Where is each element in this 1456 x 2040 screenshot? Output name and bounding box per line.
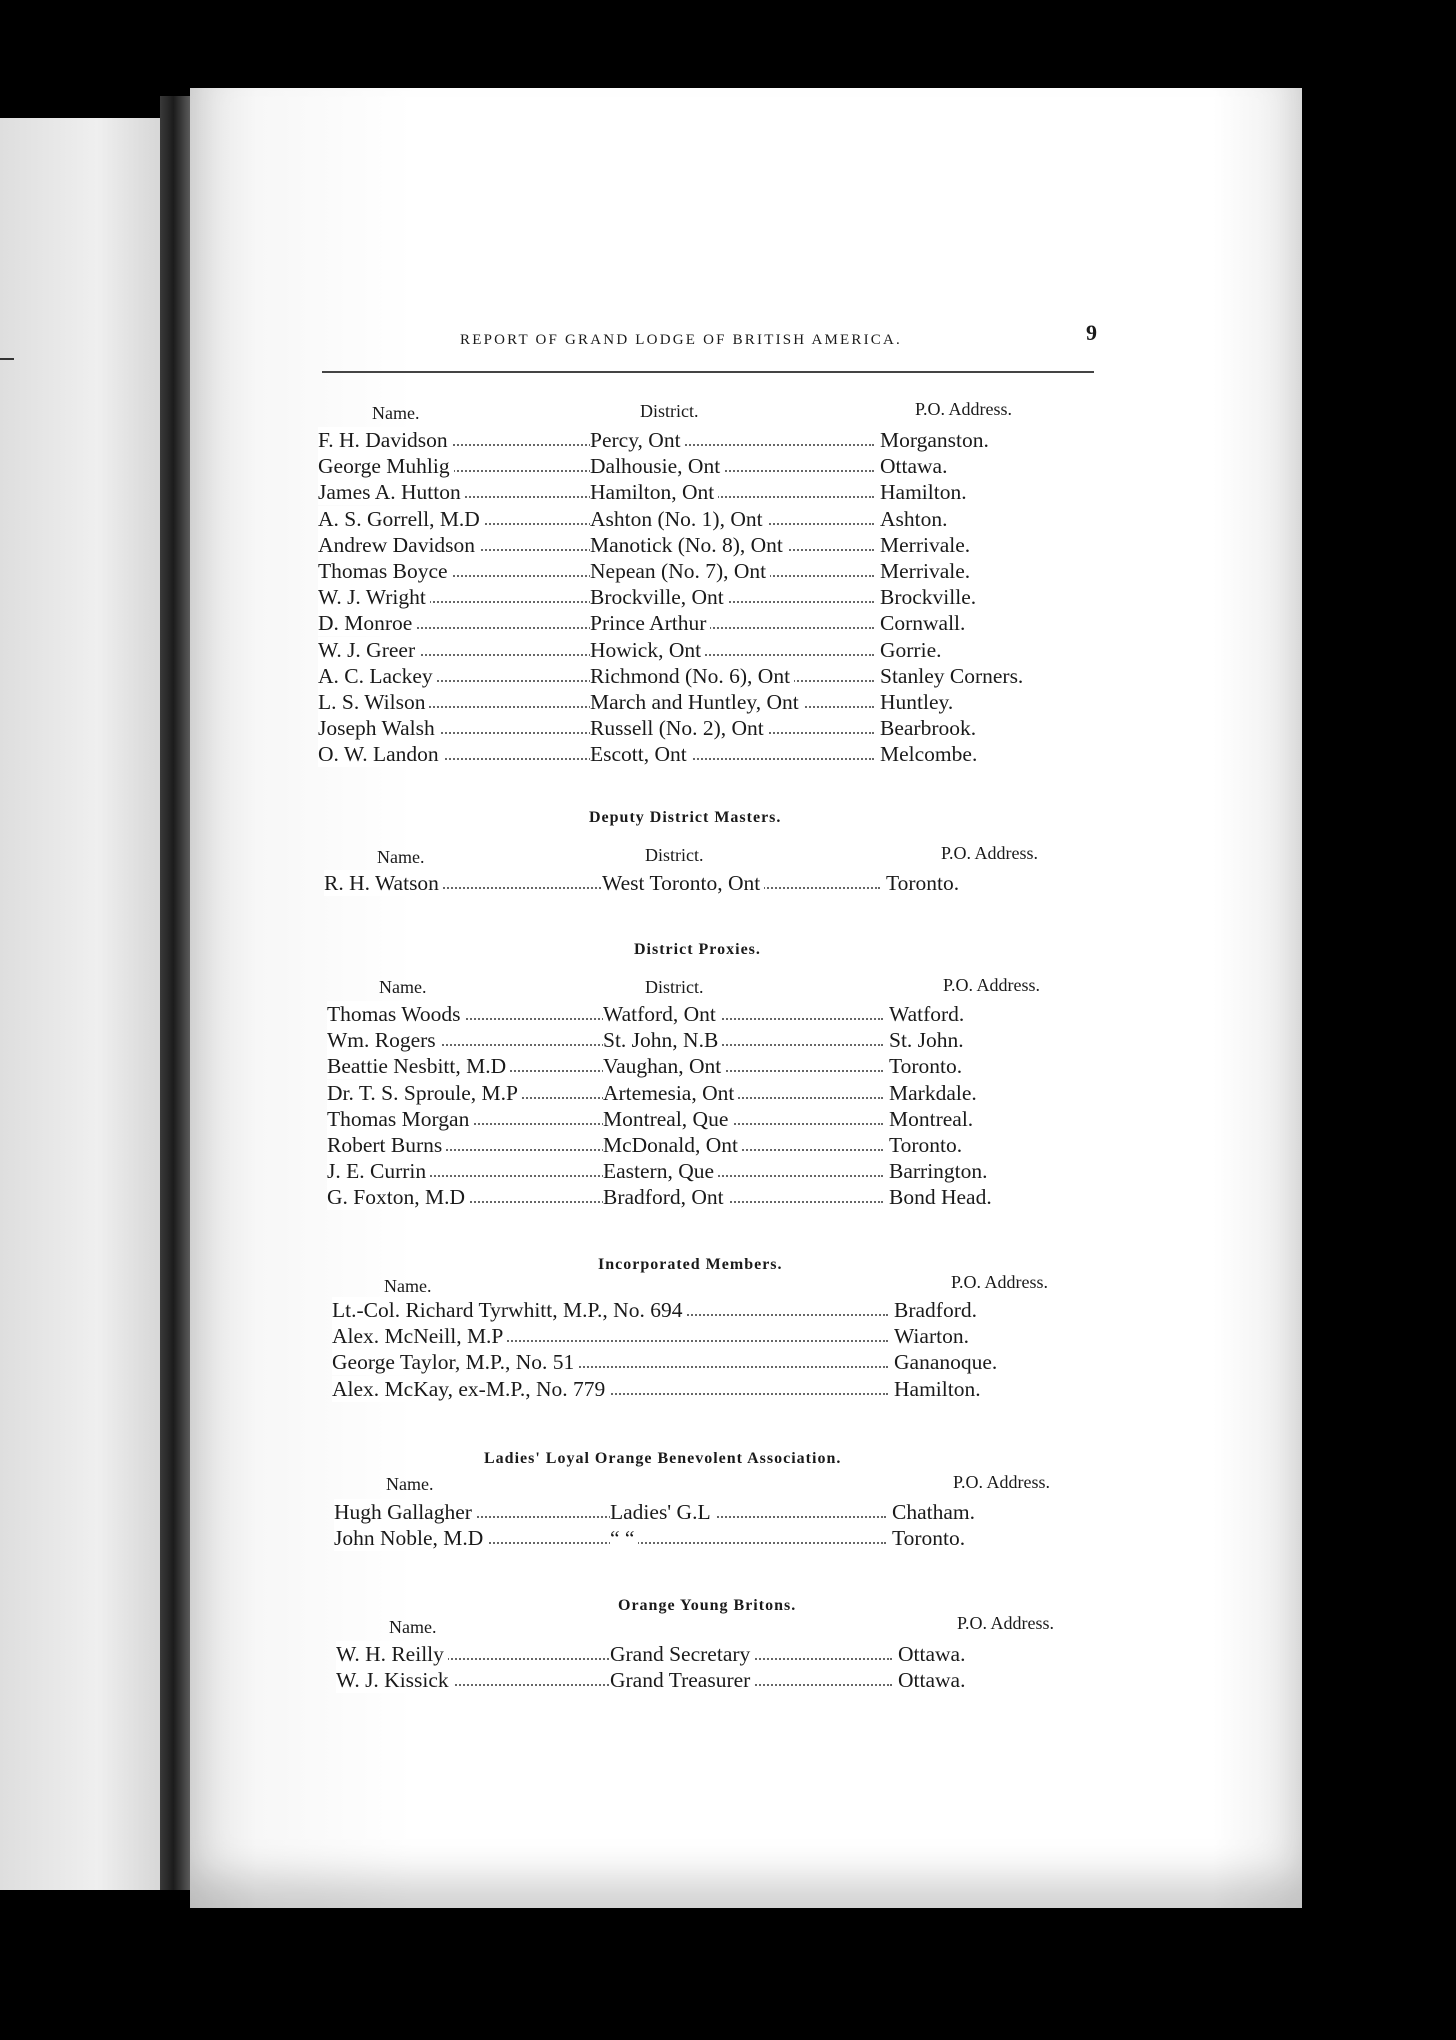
entry-address: Ottawa. bbox=[898, 1668, 966, 1693]
entry-name: Alex. McKay, ex-M.P., No. 779 bbox=[332, 1376, 609, 1402]
list-entry bbox=[327, 1001, 1147, 1027]
entry-district: Ladies' G.L bbox=[610, 1499, 715, 1525]
entry-district: St. John, N.B bbox=[603, 1027, 722, 1053]
list-entry bbox=[327, 1106, 1147, 1132]
list-entry bbox=[327, 1158, 1147, 1184]
list-entry bbox=[332, 1297, 1152, 1323]
list-entry bbox=[318, 663, 1138, 689]
entry-address: Bond Head. bbox=[889, 1185, 992, 1210]
entry-district: Russell (No. 2), Ont bbox=[590, 715, 768, 741]
list-entry bbox=[336, 1667, 1156, 1693]
entry-name: Thomas Morgan bbox=[327, 1106, 473, 1132]
list-entry bbox=[318, 637, 1138, 663]
column-header-district: District. bbox=[640, 401, 699, 421]
entry-name: Thomas Boyce bbox=[318, 558, 452, 584]
list-entry bbox=[327, 1132, 1147, 1158]
entry-name: Thomas Woods bbox=[327, 1001, 464, 1027]
entry-district: Dalhousie, Ont bbox=[590, 453, 724, 479]
entry-address: Bradford. bbox=[894, 1298, 977, 1322]
header-rule bbox=[322, 371, 1094, 373]
entry-name: Beattie Nesbitt, M.D bbox=[327, 1053, 510, 1079]
entry-address: Markdale. bbox=[889, 1080, 977, 1105]
column-header-address: P.O. Address. bbox=[951, 1272, 1049, 1292]
column-header-address: P.O. Address. bbox=[953, 1472, 1051, 1492]
entry-name: D. Monroe bbox=[318, 610, 416, 636]
list-entry bbox=[327, 1184, 1147, 1210]
entry-address: Huntley. bbox=[880, 690, 954, 714]
page-number: 9 bbox=[1086, 320, 1097, 345]
entry-district: West Toronto, Ont bbox=[602, 870, 764, 896]
entry-name: Dr. T. S. Sproule, M.P bbox=[327, 1080, 522, 1106]
entry-name: James A. Hutton bbox=[318, 479, 465, 505]
section-title-ladies-loyal-orange: Ladies' Loyal Orange Benevolent Association. bbox=[484, 1450, 842, 1467]
entry-district: “ “ bbox=[610, 1525, 638, 1551]
entry-name: Hugh Gallagher bbox=[334, 1499, 476, 1525]
list-entry bbox=[318, 715, 1138, 741]
entry-address: Ottawa. bbox=[880, 454, 948, 479]
list-entry bbox=[318, 689, 1138, 715]
column-header-district: District. bbox=[645, 845, 704, 865]
list-entry bbox=[318, 427, 1138, 453]
entry-district: Escott, Ont bbox=[590, 741, 691, 767]
entry-address: Toronto. bbox=[889, 1133, 963, 1157]
entry-address: Bearbrook. bbox=[880, 716, 977, 741]
entry-name: L. S. Wilson bbox=[318, 689, 429, 715]
entry-name: Joseph Walsh bbox=[318, 715, 439, 741]
entry-district: McDonald, Ont bbox=[603, 1132, 742, 1158]
entry-district: Ashton (No. 1), Ont bbox=[590, 506, 767, 532]
list-entry bbox=[318, 610, 1138, 636]
entry-name: Alex. McNeill, M.P bbox=[332, 1323, 507, 1349]
section-title-deputy-district-masters: Deputy District Masters. bbox=[589, 809, 782, 826]
entry-name: R. H. Watson bbox=[324, 870, 443, 896]
column-header-name: Name. bbox=[389, 1617, 437, 1637]
entry-address: Toronto. bbox=[892, 1526, 966, 1551]
entry-name: O. W. Landon bbox=[318, 741, 443, 767]
entry-name: Robert Burns bbox=[327, 1132, 446, 1158]
entry-name: Lt.-Col. Richard Tyrwhitt, M.P., No. 694 bbox=[332, 1297, 686, 1323]
entry-name: A. C. Lackey bbox=[318, 663, 437, 689]
list-entry bbox=[336, 1641, 1156, 1667]
section-title-incorporated-members: Incorporated Members. bbox=[598, 1256, 783, 1273]
entry-name: W. J. Greer bbox=[318, 637, 419, 663]
entry-address: St. John. bbox=[889, 1028, 964, 1053]
entry-address: Chatham. bbox=[892, 1500, 975, 1524]
entry-address: Ottawa. bbox=[898, 1642, 966, 1666]
list-entry bbox=[318, 506, 1138, 532]
entry-address: Montreal. bbox=[889, 1106, 974, 1131]
entry-district: Artemesia, Ont bbox=[603, 1080, 738, 1106]
list-entry bbox=[332, 1376, 1152, 1402]
entry-name: George Taylor, M.P., No. 51 bbox=[332, 1349, 578, 1375]
section-title-orange-young-britons: Orange Young Britons. bbox=[618, 1597, 797, 1614]
entry-name: F. H. Davidson bbox=[318, 427, 452, 453]
column-header-district: District. bbox=[645, 977, 704, 997]
entry-name: G. Foxton, M.D bbox=[327, 1184, 469, 1210]
column-header-name: Name. bbox=[377, 847, 425, 867]
entry-address: Toronto. bbox=[886, 871, 960, 895]
list-entry bbox=[318, 453, 1138, 479]
entry-address: Barrington. bbox=[889, 1159, 988, 1184]
entry-address: Merrivale. bbox=[880, 559, 971, 583]
entry-address: Brockville. bbox=[880, 585, 977, 610]
list-entry bbox=[332, 1323, 1152, 1349]
entry-address: Melcombe. bbox=[880, 742, 978, 767]
column-header-name: Name. bbox=[384, 1276, 432, 1296]
entry-district: Montreal, Que bbox=[603, 1106, 732, 1132]
section-title-district-proxies: District Proxies. bbox=[634, 941, 761, 958]
entry-address: Wiarton. bbox=[894, 1324, 969, 1349]
entry-district: Richmond (No. 6), Ont bbox=[590, 663, 794, 689]
running-head: REPORT OF GRAND LODGE OF BRITISH AMERICA. bbox=[460, 332, 902, 348]
column-header-address: P.O. Address. bbox=[957, 1613, 1055, 1633]
entry-district: Nepean (No. 7), Ont bbox=[590, 558, 770, 584]
entry-district: Vaughan, Ont bbox=[603, 1053, 725, 1079]
entry-district: Manotick (No. 8), Ont bbox=[590, 532, 787, 558]
entry-name: Wm. Rogers bbox=[327, 1027, 440, 1053]
entry-name: Andrew Davidson bbox=[318, 532, 479, 558]
list-entry bbox=[324, 870, 1144, 896]
column-header-name: Name. bbox=[379, 977, 427, 997]
entry-address: Gorrie. bbox=[880, 637, 942, 662]
list-entry bbox=[334, 1499, 1154, 1525]
entry-district: Grand Treasurer bbox=[610, 1667, 754, 1693]
column-header-address: P.O. Address. bbox=[941, 843, 1039, 863]
entry-district: Prince Arthur bbox=[590, 610, 710, 636]
entry-district: March and Huntley, Ont bbox=[590, 689, 803, 715]
entry-address: Merrivale. bbox=[880, 532, 971, 557]
entry-address: Gananoque. bbox=[894, 1350, 998, 1375]
entry-district: Percy, Ont bbox=[590, 427, 685, 453]
column-header-address: P.O. Address. bbox=[943, 975, 1041, 995]
entry-address: Watford. bbox=[889, 1002, 965, 1026]
list-entry bbox=[327, 1080, 1147, 1106]
entry-district: Howick, Ont bbox=[590, 637, 705, 663]
list-entry bbox=[332, 1349, 1152, 1375]
column-header-name: Name. bbox=[386, 1474, 434, 1494]
entry-district: Bradford, Ont bbox=[603, 1184, 728, 1210]
entry-address: Toronto. bbox=[889, 1054, 963, 1079]
entry-district: Grand Secretary bbox=[610, 1641, 754, 1667]
column-header-address: P.O. Address. bbox=[915, 399, 1013, 419]
column-header-name: Name. bbox=[372, 403, 420, 423]
entry-name: John Noble, M.D bbox=[334, 1525, 487, 1551]
entry-name: W. H. Reilly bbox=[336, 1641, 448, 1667]
list-entry bbox=[318, 479, 1138, 505]
entry-address: Cornwall. bbox=[880, 611, 966, 636]
entry-address: Hamilton. bbox=[880, 480, 967, 505]
list-entry bbox=[318, 741, 1138, 767]
entry-address: Stanley Corners. bbox=[880, 663, 1024, 688]
entry-address: Ashton. bbox=[880, 506, 948, 531]
entry-district: Hamilton, Ont bbox=[590, 479, 718, 505]
entry-district: Brockville, Ont bbox=[590, 584, 728, 610]
list-entry bbox=[327, 1027, 1147, 1053]
entry-name: A. S. Gorrell, M.D bbox=[318, 506, 484, 532]
entry-name: George Muhlig bbox=[318, 453, 454, 479]
list-entry bbox=[327, 1053, 1147, 1079]
entry-name: J. E. Currin bbox=[327, 1158, 430, 1184]
list-entry bbox=[334, 1525, 1154, 1551]
entry-name: W. J. Wright bbox=[318, 584, 430, 610]
entry-address: Hamilton. bbox=[894, 1376, 981, 1401]
entry-name: W. J. Kissick bbox=[336, 1667, 453, 1693]
entry-district: Eastern, Que bbox=[603, 1158, 718, 1184]
list-entry bbox=[318, 532, 1138, 558]
list-entry bbox=[318, 558, 1138, 584]
entry-district: Watford, Ont bbox=[603, 1001, 720, 1027]
list-entry bbox=[318, 584, 1138, 610]
entry-address: Morganston. bbox=[880, 428, 989, 452]
